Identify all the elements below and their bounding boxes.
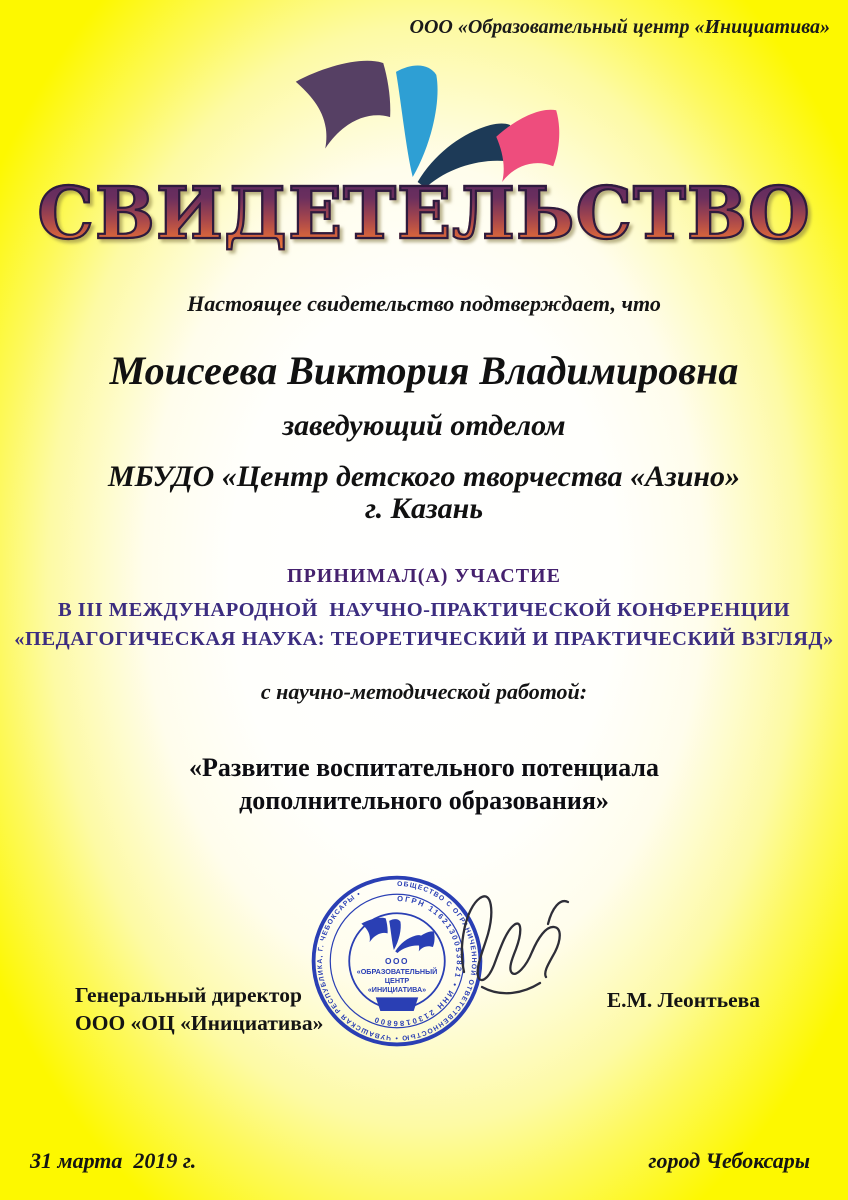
work-title-line-1: «Развитие воспитательного потенциала (189, 753, 659, 782)
recipient-city: г. Казань (364, 492, 484, 525)
stamp-center-line-4: «ИНИЦИАТИВА» (367, 985, 427, 995)
recipient-position: заведующий отделом (282, 409, 566, 442)
stamp-outer-ring-text: ОБЩЕСТВО С ОГРАНИЧЕННОЙ ОТВЕТСТВЕННОСТЬЮ • ЧУВАШСКАЯ РЕСПУБЛИКА, Г. ЧЕБОКСАРЫ • (316, 880, 478, 1042)
issuer-org-header: ООО «Образовательный центр «Инициатива» (409, 16, 830, 38)
director-title-line-1: Генеральный директор (75, 983, 302, 1007)
stamp-numbers-ring-text: ОГРН 1162130053821 • ИНН 2130186800 (371, 893, 464, 1028)
stamp-bottom-block (376, 997, 418, 1011)
participation-line: ПРИНИМАЛ(А) УЧАСТИЕ (287, 565, 561, 587)
stamp-center-line-1: ООО (385, 956, 409, 967)
certificate-title: СВИДЕТЕЛЬСТВО (37, 171, 811, 255)
recipient-organization: МБУДО «Центр детского творчества «Азино» (107, 460, 741, 493)
director-signature-icon (448, 886, 578, 1004)
stamp-center-line-3: ЦЕНТР (384, 975, 410, 985)
recipient-name: Моисеева Виктория Владимировна (109, 348, 739, 393)
conference-line-2: «ПЕДАГОГИЧЕСКАЯ НАУКА: ТЕОРЕТИЧЕСКИЙ И ПРАКТИЧЕСКИЙ ВЗГЛЯД» (14, 628, 834, 650)
conference-line-1: В III МЕЖДУНАРОДНОЙ НАУЧНО-ПРАКТИЧЕСКОЙ КОНФЕРЕНЦИИ (57, 599, 791, 621)
intro-line: Настоящее свидетельство подтверждает, что (187, 291, 661, 316)
director-title-line-2: ООО «ОЦ «Инициатива» (75, 1010, 324, 1035)
director-name: Е.М. Леонтьева (606, 988, 760, 1012)
work-title-line-2: дополнительного образования» (239, 786, 609, 815)
issue-city: город Чебоксары (648, 1148, 810, 1173)
stamp-book-icon (361, 918, 434, 953)
stamp-center-line-2: «ОБРАЗОВАТЕЛЬНЫЙ (356, 966, 438, 976)
issue-date: 31 марта 2019 г. (30, 1148, 197, 1173)
work-intro-line: с научно-методической работой: (260, 679, 588, 704)
director-title-block (75, 982, 323, 1037)
